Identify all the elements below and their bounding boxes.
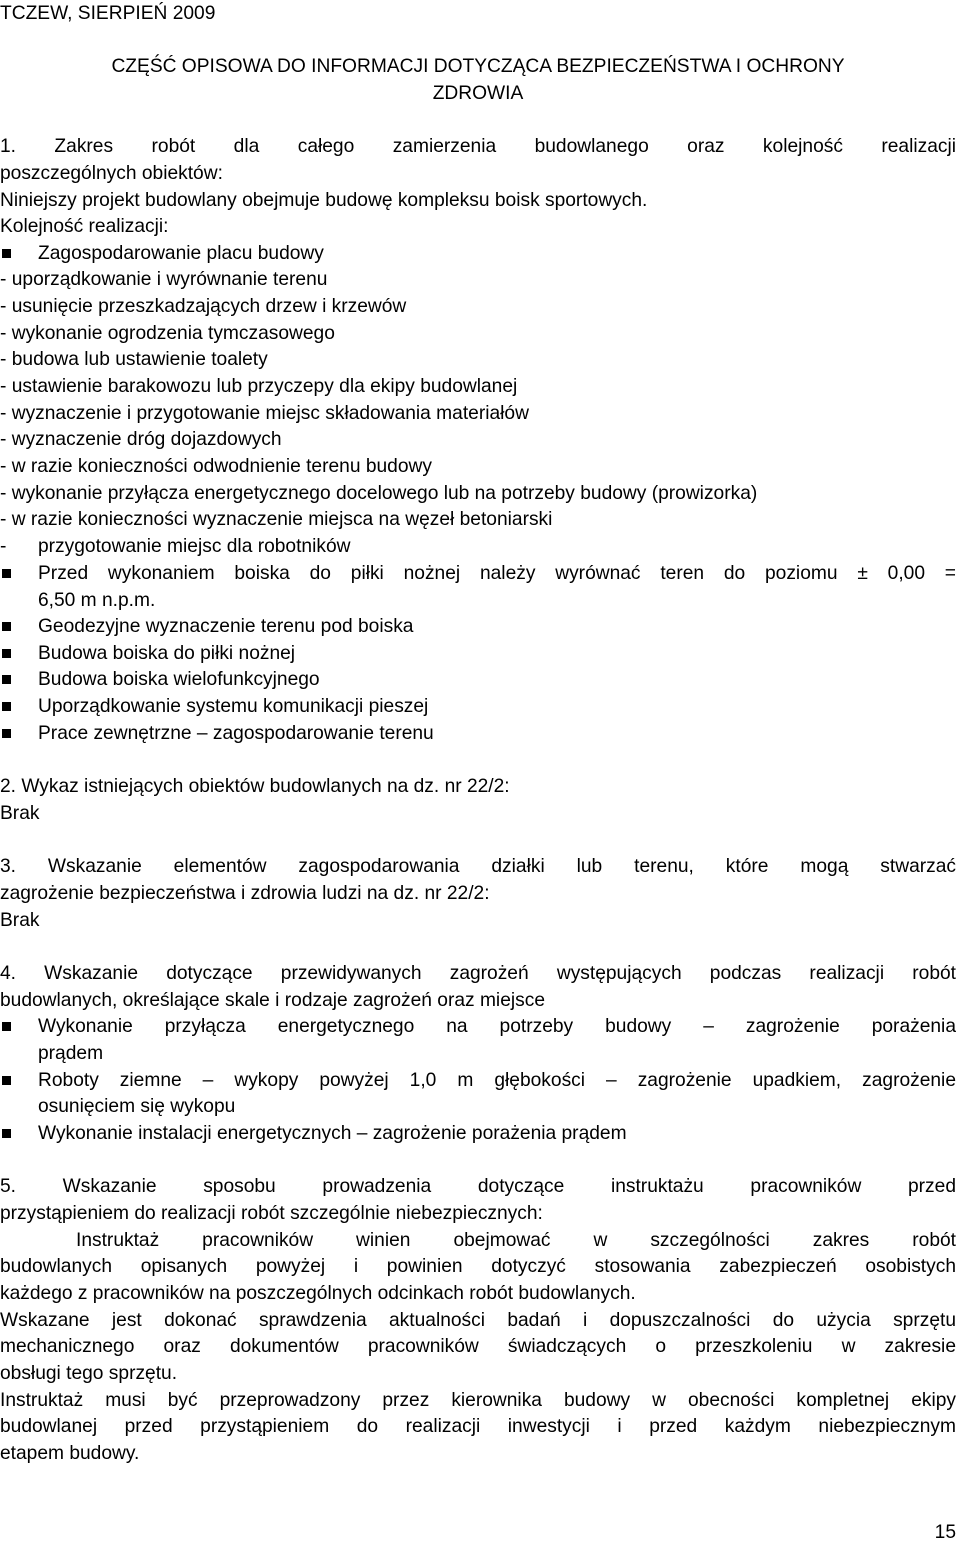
dash-item: - w razie konieczności wyznaczenie miejsca na węzeł betoniarski: [0, 509, 553, 530]
bullet-level-line-1: Przed wykonaniem boiska do piłki nożnej należy wyrównać teren do poziomu ± 0,00 =: [38, 563, 956, 584]
paragraph-2-line-1: Wskazane jest dokonać sprawdzenia aktualności badań i dopuszczalności do użycia sprzętu: [0, 1310, 956, 1331]
paragraph-1-line-1: Instruktaż pracowników winien obejmować w szczególności zakres robót: [76, 1230, 956, 1251]
bullet-item: Geodezyjne wyznaczenie terenu pod boiska: [38, 616, 414, 637]
dash-item: - wyznaczenie dróg dojazdowych: [0, 429, 282, 450]
dash-item-workers: przygotowanie miejsc dla robotników: [38, 536, 351, 557]
section-3-heading-line-1: 3. Wskazanie elementów zagospodarowania działki lub terenu, które mogą stwarzać: [0, 856, 956, 877]
dash-item: - w razie konieczności odwodnienie terenu budowy: [0, 456, 432, 477]
square-bullet-icon: [2, 649, 11, 658]
place-date: TCZEW, SIERPIEŃ 2009: [0, 3, 216, 24]
section-5-heading-line-2: przystąpieniem do realizacji robót szczególnie niebezpiecznych:: [0, 1203, 543, 1224]
bullet-item: Budowa boiska wielofunkcyjnego: [38, 669, 320, 690]
bullet-item: Prace zewnętrzne – zagospodarowanie terenu: [38, 723, 434, 744]
hazard-2-line-2: osunięciem się wykopu: [38, 1096, 236, 1117]
page-number: 15: [934, 1522, 956, 1543]
paragraph-3-line-3: etapem budowy.: [0, 1443, 140, 1464]
document-title-line-1: CZĘŚĆ OPISOWA DO INFORMACJI DOTYCZĄCA BEZPIECZEŃSTWA I OCHRONY: [111, 56, 845, 77]
square-bullet-icon: [2, 1022, 11, 1031]
hazard-1-line-2: prądem: [38, 1043, 104, 1064]
square-bullet-icon: [2, 675, 11, 684]
hazard-1-line-1: Wykonanie przyłącza energetycznego na potrzeby budowy – zagrożenie porażenia: [38, 1016, 956, 1037]
order-label: Kolejność realizacji:: [0, 216, 169, 237]
square-bullet-icon: [2, 1129, 11, 1138]
section-1-heading-line-2: poszczególnych obiektów:: [0, 163, 223, 184]
section-2-heading: 2. Wykaz istniejących obiektów budowlanych na dz. nr 22/2:: [0, 776, 510, 797]
square-bullet-icon: [2, 702, 11, 711]
bullet-item: Budowa boiska do piłki nożnej: [38, 643, 296, 664]
document-title-line-2: ZDROWIA: [432, 83, 524, 104]
dash-marker: -: [0, 536, 7, 557]
paragraph-3-line-1: Instruktaż musi być przeprowadzony przez kierownika budowy w obecności kompletnej ekipy: [0, 1390, 956, 1411]
dash-item: - ustawienie barakowozu lub przyczepy dla ekipy budowlanej: [0, 376, 518, 397]
bullet-item: Uporządkowanie systemu komunikacji pieszej: [38, 696, 429, 717]
dash-item: - usunięcie przeszkadzających drzew i krzewów: [0, 296, 407, 317]
section-2-answer: Brak: [0, 803, 40, 824]
paragraph-2-line-3: obsługi tego sprzętu.: [0, 1363, 178, 1384]
section-3-answer: Brak: [0, 910, 40, 931]
paragraph-3-line-2: budowlanej przed przystąpieniem do realizacji inwestycji i przed każdym niebezpiecznym: [0, 1416, 956, 1437]
dash-item: - budowa lub ustawienie toalety: [0, 349, 268, 370]
square-bullet-icon: [2, 569, 11, 578]
square-bullet-icon: [2, 729, 11, 738]
bullet-level-line-2: 6,50 m n.p.m.: [38, 590, 156, 611]
paragraph-2-line-2: mechanicznego oraz dokumentów pracowników świadczących o przeszkoleniu w zakresie: [0, 1336, 956, 1357]
section-3-heading-line-2: zagrożenie bezpieczeństwa i zdrowia ludzi na dz. nr 22/2:: [0, 883, 490, 904]
hazard-2-line-1: Roboty ziemne – wykopy powyżej 1,0 m głębokości – zagrożenie upadkiem, zagrożenie: [38, 1070, 956, 1091]
dash-item: - wykonanie przyłącza energetycznego docelowego lub na potrzeby budowy (prowizorka): [0, 483, 758, 504]
paragraph-1-line-2: budowlanych opisanych powyżej i powinien dotyczyć stosowania zabezpieczeń osobistych: [0, 1256, 956, 1277]
bullet-site-preparation: Zagospodarowanie placu budowy: [38, 243, 324, 264]
section-4-heading-line-1: 4. Wskazanie dotyczące przewidywanych zagrożeń występujących podczas realizacji robót: [0, 963, 956, 984]
paragraph-1-line-3: każdego z pracowników na poszczególnych odcinkach robót budowlanych.: [0, 1283, 636, 1304]
section-5-heading-line-1: 5. Wskazanie sposobu prowadzenia dotyczące instruktażu pracowników przed: [0, 1176, 956, 1197]
section-1-heading-line-1: 1. Zakres robót dla całego zamierzenia budowlanego oraz kolejność realizacji: [0, 136, 956, 157]
dash-item: - wykonanie ogrodzenia tymczasowego: [0, 323, 335, 344]
section-4-heading-line-2: budowlanych, określające skale i rodzaje zagrożeń oraz miejsce: [0, 990, 545, 1011]
dash-item: - uporządkowanie i wyrównanie terenu: [0, 269, 328, 290]
square-bullet-icon: [2, 1076, 11, 1085]
square-bullet-icon: [2, 622, 11, 631]
dash-item: - wyznaczenie i przygotowanie miejsc składowania materiałów: [0, 403, 529, 424]
section-1-intro: Niniejszy projekt budowlany obejmuje budowę kompleksu boisk sportowych.: [0, 190, 648, 211]
hazard-3: Wykonanie instalacji energetycznych – zagrożenie porażenia prądem: [38, 1123, 627, 1144]
square-bullet-icon: [2, 249, 11, 258]
